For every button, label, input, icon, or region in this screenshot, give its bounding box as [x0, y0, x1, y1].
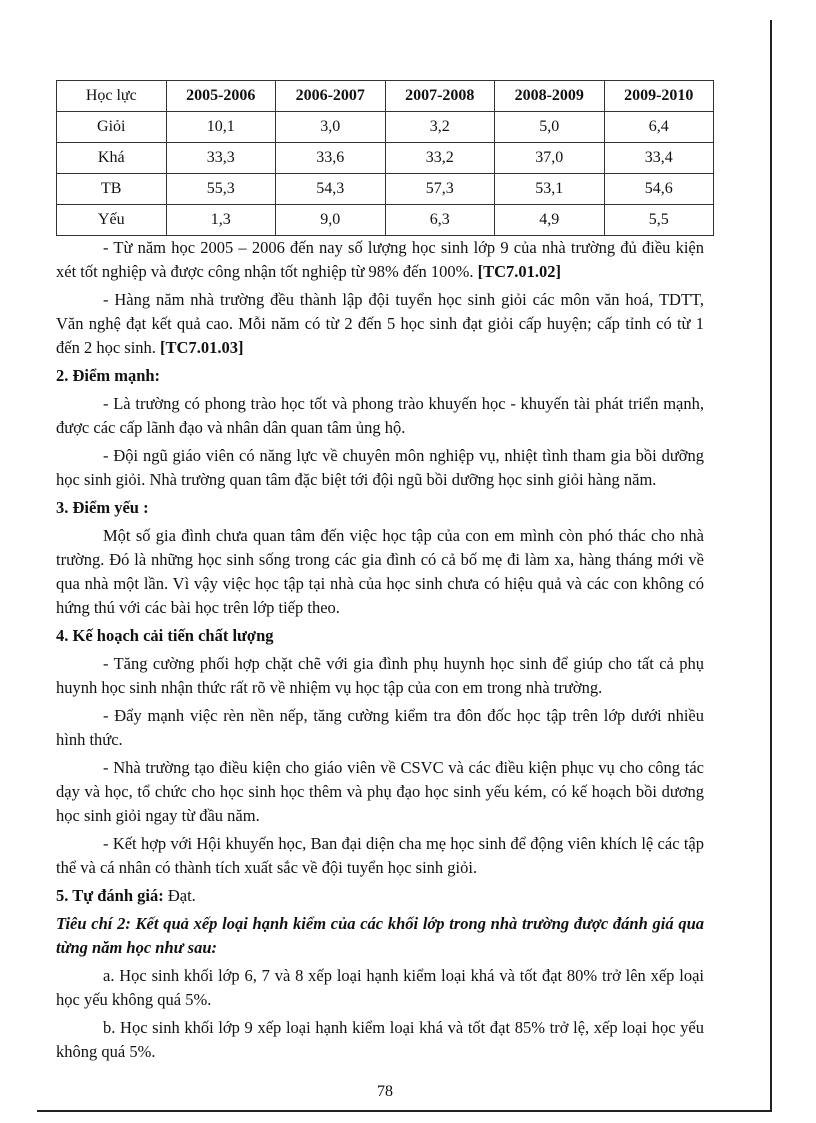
grade-statistics-table: [56, 80, 714, 236]
self-evaluation-value: Đạt.: [163, 886, 196, 905]
paragraph-plan-2: - Đẩy mạnh việc rèn nền nếp, tăng cường kiểm tra đôn đốc học tập trên lớp dưới nhiều hình thức.: [56, 706, 704, 749]
table-cell: 6,3: [385, 205, 495, 236]
evidence-code: [TC7.01.02]: [477, 262, 562, 281]
page-number: 78: [377, 1083, 393, 1100]
table-header-cell: 2009-2010: [604, 81, 714, 112]
table-row: [57, 112, 714, 143]
table-row: [57, 143, 714, 174]
paragraph-plan-1: - Tăng cường phối hợp chặt chẽ với gia đình phụ huynh học sinh để giúp cho tất cả phụ huynh học sinh nhận thức rất rõ về nhiệm vụ học tập của con em trong nhà trường.: [56, 654, 704, 697]
table-cell: 1,3: [166, 205, 276, 236]
paragraph-weakness: Một số gia đình chưa quan tâm đến việc học tập của con em mình còn phó thác cho nhà trường. Đó là những học sinh sống trong các gia đình có cả bố mẹ đi làm xa, hàng tháng mới về qua nhà một lần. Vì vậy việc học tập tại nhà của học sinh chưa có hiệu quả và các con không có hứng thú với các bài học trên lớp tiếp theo.: [56, 526, 704, 617]
paragraph-criterion-a: a. Học sinh khối lớp 6, 7 và 8 xếp loại hạnh kiểm loại khá và tốt đạt 80% trở lên xếp loại học yếu không quá 5%.: [56, 966, 704, 1009]
heading-weaknesses: 3. Điểm yếu :: [56, 498, 149, 517]
heading-improvement-plan: 4. Kế hoạch cải tiến chất lượng: [56, 626, 274, 645]
table-cell: 54,6: [604, 174, 714, 205]
table-cell: 3,2: [385, 112, 495, 143]
heading-strengths: 2. Điểm mạnh:: [56, 366, 161, 385]
paragraph-text: - Từ năm học 2005 – 2006 đến nay số lượng học sinh lớp 9 của nhà trường đủ điều kiện xét tốt nghiệp và được công nhận tốt nghiệp từ 98% đến 100%.: [56, 238, 704, 281]
table-cell: TB: [57, 174, 167, 205]
paragraph-plan-4: - Kết hợp với Hội khuyến học, Ban đại diện cha mẹ học sinh để động viên khích lệ các tập thể và cá nhân có thành tích xuất sắc về đội tuyển học sinh giỏi.: [56, 834, 704, 877]
table-cell: 5,5: [604, 205, 714, 236]
table-cell: 10,1: [166, 112, 276, 143]
paragraph-strength-2: - Đội ngũ giáo viên có năng lực về chuyên môn nghiệp vụ, nhiệt tình tham gia bồi dưỡng học sinh giỏi. Nhà trường quan tâm đặc biệt tới đội ngũ bồi dưỡng học sinh giỏi hàng năm.: [56, 446, 704, 489]
table-cell: 53,1: [495, 174, 605, 205]
table-cell: 5,0: [495, 112, 605, 143]
table-cell: 33,6: [276, 143, 386, 174]
table-header-cell: Học lực: [57, 81, 167, 112]
table-cell: 6,4: [604, 112, 714, 143]
paragraph-text: - Hàng năm nhà trường đều thành lập đội tuyển học sinh giỏi các môn văn hoá, TDTT, Văn nghệ đạt kết quả cao. Mỗi năm có từ 2 đến 5 học sinh đạt giỏi cấp huyện; cấp tỉnh có từ 1 đến 2 học sinh.: [56, 290, 704, 357]
table-header-cell: 2005-2006: [166, 81, 276, 112]
table-cell: 54,3: [276, 174, 386, 205]
table-cell: 4,9: [495, 205, 605, 236]
paragraph-criterion-b: b. Học sinh khối lớp 9 xếp loại hạnh kiểm loại khá và tốt đạt 85% trở lệ, xếp loại học yếu không quá 5%.: [56, 1018, 704, 1061]
criterion-2-title: Tiêu chí 2: Kết quả xếp loại hạnh kiểm của các khối lớp trong nhà trường được đánh giá qua từng năm học như sau:: [56, 914, 704, 957]
paragraph-graduation-rate: [56, 236, 704, 284]
table-cell: 33,4: [604, 143, 714, 174]
table-cell: 57,3: [385, 174, 495, 205]
table-cell: Khá: [57, 143, 167, 174]
table-cell: 55,3: [166, 174, 276, 205]
table-cell: 3,0: [276, 112, 386, 143]
paragraph-plan-3: - Nhà trường tạo điều kiện cho giáo viên về CSVC và các điều kiện phục vụ cho công tác dạy và học, tổ chức cho học sinh học thêm và phụ đạo học sinh yếu kém, có kế hoạch bồi dương học sinh giỏi ngay từ đầu năm.: [56, 758, 704, 825]
self-evaluation-label: 5. Tự đánh giá:: [56, 886, 164, 905]
table-header-row: [57, 81, 714, 112]
table-header-cell: 2006-2007: [276, 81, 386, 112]
heading-self-evaluation: [56, 884, 704, 908]
table-row: [57, 174, 714, 205]
table-row: [57, 205, 714, 236]
table-cell: 9,0: [276, 205, 386, 236]
table-cell: 33,2: [385, 143, 495, 174]
evidence-code: [TC7.01.03]: [160, 338, 244, 357]
paragraph-gifted-team: [56, 288, 704, 360]
table-cell: Yếu: [57, 205, 167, 236]
paragraph-strength-1: - Là trường có phong trào học tốt và phong trào khuyến học - khuyến tài phát triển mạnh, được các cấp lãnh đạo và nhân dân quan tâm ủng hộ.: [56, 394, 704, 437]
table-cell: 37,0: [495, 143, 605, 174]
table-cell: 33,3: [166, 143, 276, 174]
table-header-cell: 2007-2008: [385, 81, 495, 112]
table-header-cell: 2008-2009: [495, 81, 605, 112]
document-body: [56, 236, 704, 1068]
table-cell: Giỏi: [57, 112, 167, 143]
